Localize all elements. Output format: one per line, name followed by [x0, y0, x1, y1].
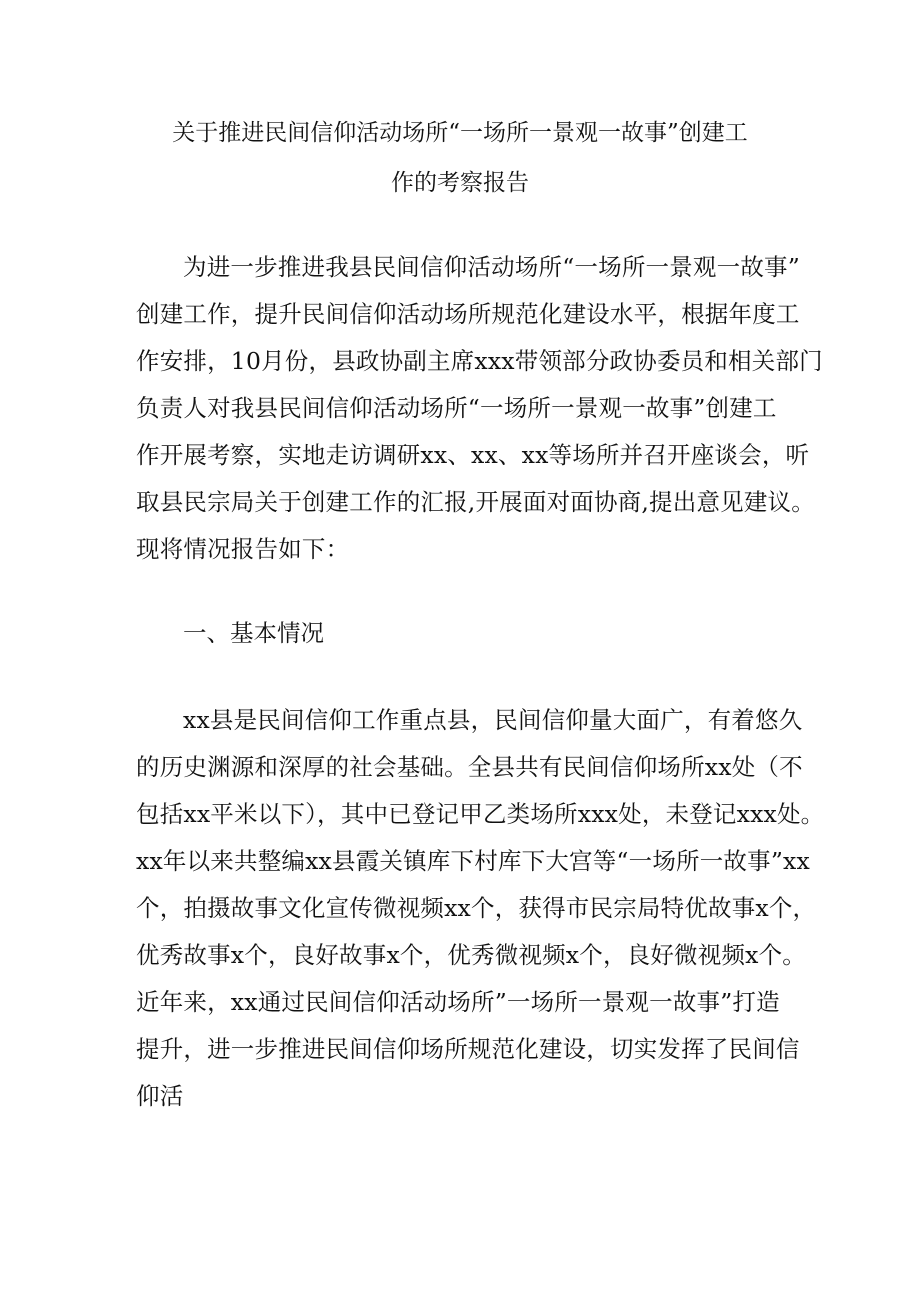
body-line: xx县是民间信仰工作重点县，民间信仰量大面广，有着悠久 [183, 706, 803, 734]
document-title-line-2: 作的考察报告 [391, 170, 529, 196]
body-line: xx年以来共整编xx县霞关镇库下村库下大宫等“一场所一故事”xx [136, 847, 810, 875]
intro-line: 作安排，10月份，县政协副主席xxx带领部分政协委员和相关部门 [136, 347, 823, 375]
body-line: 的历史渊源和深厚的社会基础。全县共有民间信仰场所xx处（不 [136, 753, 803, 781]
body-paragraph [136, 697, 825, 1120]
body-line: 近年来，xx通过民间信仰活动场所”一场所一景观一故事”打造 [136, 988, 780, 1016]
body-line: 个，拍摄故事文化宣传微视频xx个，获得市民宗局特优故事x个， [136, 894, 817, 922]
document-title-line-1: 关于推进民间信仰活动场所“一场所一景观一故事”创建工 [172, 120, 748, 146]
intro-line: 取县民宗局关于创建工作的汇报,开展面对面协商,提出意见建议。 [136, 488, 815, 516]
body-line: 包括xx平米以下），其中已登记甲乙类场所xxx处，未登记xxx处。 [136, 800, 825, 828]
section-heading: 一、基本情况 [183, 619, 324, 647]
intro-line: 创建工作，提升民间信仰活动场所规范化建设水平，根据年度工 [136, 300, 800, 328]
body-line: 仰活 [136, 1082, 184, 1110]
intro-line: 为进一步推进我县民间信仰活动场所“一场所一景观一故事” [183, 253, 800, 281]
intro-line: 作开展考察，实地走访调研xx、xx、xx等场所并召开座谈会，听 [136, 441, 810, 469]
intro-paragraph [136, 244, 823, 573]
body-line: 优秀故事x个，良好故事x个，优秀微视频x个，良好微视频x个。 [136, 941, 807, 969]
intro-line: 现将情况报告如下： [136, 535, 350, 563]
body-line: 提升，进一步推进民间信仰场所规范化建设，切实发挥了民间信 [136, 1035, 800, 1063]
intro-line: 负责人对我县民间信仰活动场所“一场所一景观一故事”创建工 [136, 394, 777, 422]
